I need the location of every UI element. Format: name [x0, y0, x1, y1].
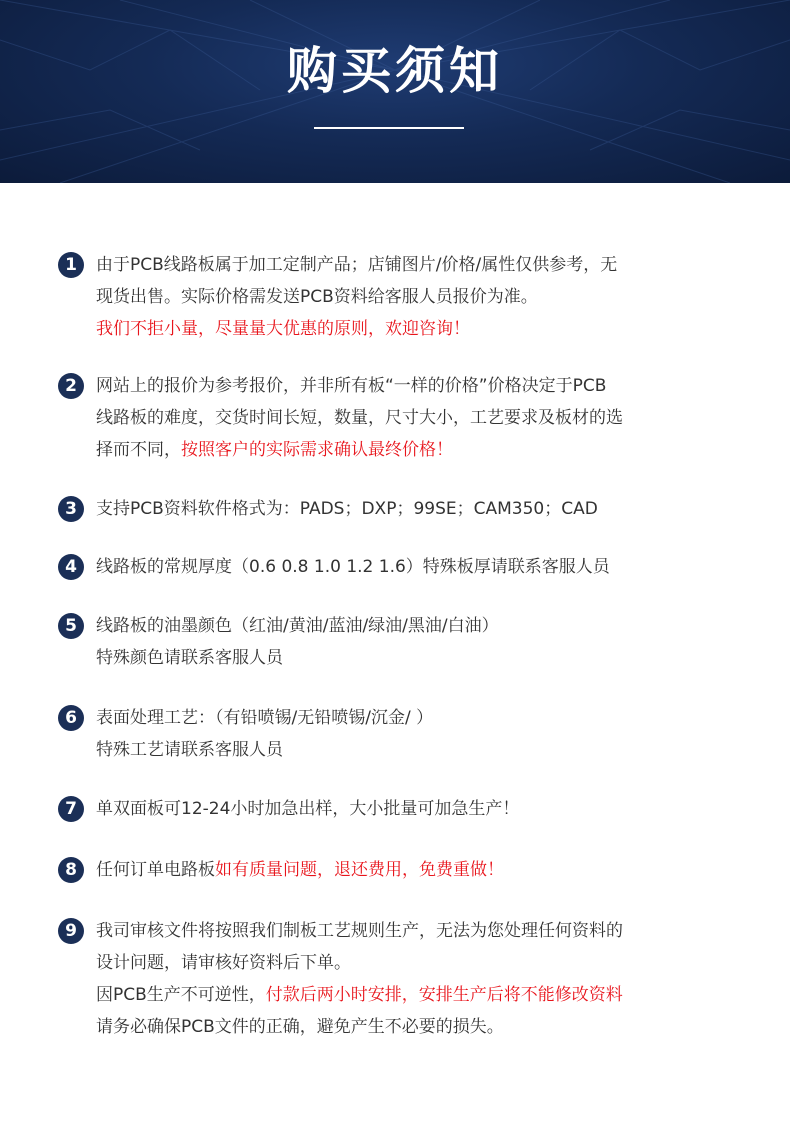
- number-badge: 3: [58, 496, 84, 522]
- number-badge: 4: [58, 554, 84, 580]
- number-badge: 6: [58, 705, 84, 731]
- notice-text: 特殊颜色请联系客服人员: [96, 648, 283, 668]
- number-badge: 7: [58, 796, 84, 822]
- notice-text: 我司审核文件将按照我们制板工艺规则生产，无法为您处理任何资料的: [96, 921, 623, 941]
- number-badge: 9: [58, 918, 84, 944]
- notice-text: 支持PCB资料软件格式为：PADS；DXP；99SE；CAM350；CAD: [96, 499, 598, 519]
- title-underline: [314, 127, 464, 129]
- notice-highlight: 如有质量问题，退还费用，免费重做！: [215, 860, 504, 880]
- number-badge: 8: [58, 857, 84, 883]
- number-badge: 1: [58, 252, 84, 278]
- notice-text: 特殊工艺请联系客服人员: [96, 740, 283, 760]
- notice-text: 表面处理工艺：（有铅喷锡/无铅喷锡/沉金/ ）: [96, 708, 434, 728]
- notice-text: 线路板的油墨颜色（红油/黄油/蓝油/绿油/黑油/白油）: [96, 616, 499, 636]
- number-badge: 5: [58, 613, 84, 639]
- notice-text: 现货出售。实际价格需发送PCB资料给客服人员报价为准。: [96, 287, 538, 307]
- notice-text: 择而不同，: [96, 440, 181, 460]
- notice-text: 请务必确保PCB文件的正确，避免产生不必要的损失。: [96, 1017, 504, 1037]
- notice-text: 设计问题，请审核好资料后下单。: [96, 953, 351, 973]
- notice-text: 任何订单电路板: [96, 860, 215, 880]
- notice-text: 线路板的常规厚度（0.6 0.8 1.0 1.2 1.6）特殊板厚请联系客服人员: [96, 557, 610, 577]
- notice-highlight: 我们不拒小量，尽量量大优惠的原则，欢迎咨询！: [96, 319, 470, 339]
- page-title: 购买须知: [287, 42, 503, 100]
- header-banner: [0, 0, 790, 183]
- notice-text: 单双面板可12-24小时加急出样，大小批量可加急生产！: [96, 799, 520, 819]
- notice-text: 因PCB生产不可逆性，: [96, 985, 266, 1005]
- notice-highlight: 按照客户的实际需求确认最终价格！: [181, 440, 453, 460]
- notice-text: 由于PCB线路板属于加工定制产品；店铺图片/价格/属性仅供参考，无: [96, 255, 618, 275]
- notice-text: 线路板的难度，交货时间长短，数量，尺寸大小，工艺要求及板材的选: [96, 408, 623, 428]
- notice-highlight: 付款后两小时安排，安排生产后将不能修改资料: [265, 985, 623, 1005]
- number-badge: 2: [58, 373, 84, 399]
- notice-text: 网站上的报价为参考报价，并非所有板“一样的价格”价格决定于PCB: [96, 376, 607, 396]
